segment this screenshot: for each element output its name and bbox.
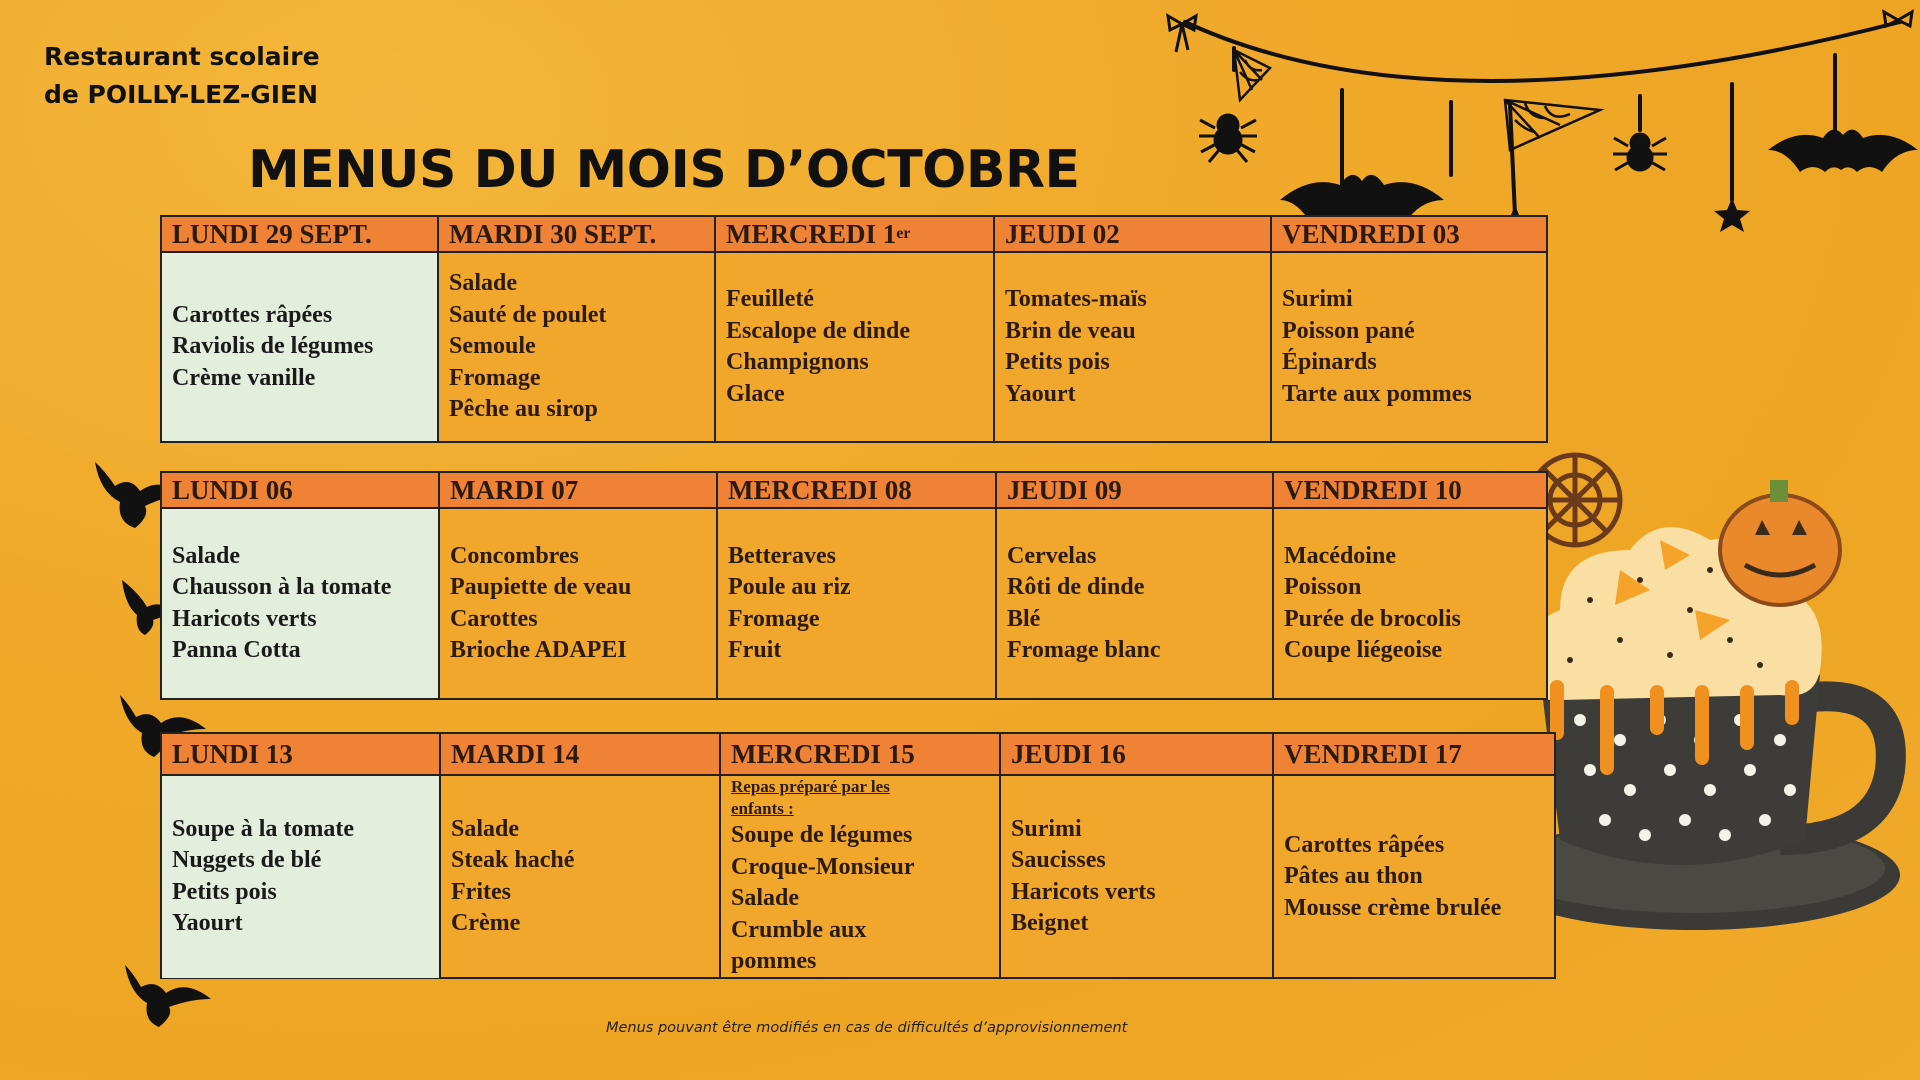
day-header — [440, 473, 718, 509]
menu-item: Pâtes au thon — [1284, 863, 1423, 889]
day-label: LUNDI 13 — [172, 738, 293, 769]
day-menu-cell — [718, 509, 997, 698]
week-table-2 — [160, 471, 1548, 700]
day-label: JEUDI 16 — [1011, 738, 1126, 769]
menu-item: Panna Cotta — [172, 637, 301, 663]
menu-item: Tarte aux pommes — [1282, 380, 1472, 407]
menu-item: Feuilleté — [726, 286, 814, 312]
menu-item: Betteraves — [728, 542, 836, 569]
menu-item: Salade — [731, 885, 800, 911]
menu-item: Surimi — [1011, 815, 1082, 842]
menu-item: Salade — [449, 270, 518, 297]
menu-item: Semoule — [449, 333, 536, 360]
day-label: MARDI 30 SEPT. — [449, 218, 657, 249]
menu-item: Macédoine — [1284, 542, 1396, 569]
day-header — [441, 734, 721, 776]
menu-item: Cervelas — [1007, 542, 1097, 569]
menu-item: Salade — [172, 542, 241, 569]
menu-item: Haricots verts — [172, 605, 317, 632]
menu-item: Sauté de poulet — [449, 301, 607, 328]
menu-item: Fromage blanc — [1007, 637, 1161, 663]
day-menu-cell — [1274, 776, 1554, 978]
menu-item: Crumble aux — [731, 916, 867, 943]
menu-item: Soupe de légumes — [731, 822, 913, 848]
menu-item: Glace — [726, 380, 785, 407]
menu-item: Mousse crème brulée — [1284, 894, 1502, 921]
day-header — [716, 217, 995, 253]
day-header — [1001, 734, 1274, 776]
day-label: LUNDI 29 SEPT. — [172, 218, 372, 249]
menu-item: Tomates-maïs — [1005, 286, 1147, 312]
menu-item: Épinards — [1282, 349, 1377, 375]
menu-item: Carottes râpées — [172, 301, 333, 328]
day-header — [1274, 734, 1554, 776]
menu-item: Fromage — [728, 605, 820, 632]
menu-item: Beignet — [1011, 910, 1089, 937]
day-menu-cell — [997, 509, 1274, 698]
menu-item: Paupiette de veau — [450, 574, 632, 600]
week-table-1 — [160, 215, 1548, 443]
menu-item: Salade — [451, 815, 520, 842]
day-header — [162, 473, 440, 509]
spider-icon — [1199, 115, 1667, 170]
menu-item: Steak haché — [451, 847, 575, 874]
day-menu-cell — [162, 776, 441, 978]
menu-item: Poisson — [1284, 574, 1362, 600]
restaurant-line-1: Restaurant scolaire — [44, 42, 320, 71]
bat-icon — [1280, 130, 1918, 225]
menu-item: Fruit — [728, 637, 782, 663]
day-menu-cell — [721, 776, 1001, 978]
menu-note: Repas préparé par les enfants : — [731, 777, 890, 818]
menu-item: Brioche ADAPEI — [450, 637, 627, 663]
menu-item: Carottes — [450, 605, 538, 632]
day-header — [162, 734, 441, 776]
day-label: MERCREDI 1 — [726, 218, 897, 249]
day-label: VENDREDI 03 — [1282, 218, 1460, 249]
spider-web-icon — [1234, 50, 1600, 150]
day-header — [1274, 473, 1546, 509]
menu-item: Petits pois — [1005, 349, 1110, 375]
day-header — [995, 217, 1272, 253]
page-title: MENUS DU MOIS D’OCTOBRE — [248, 140, 1080, 200]
day-menu-cell — [1272, 253, 1546, 441]
menu-item: Pêche au sirop — [449, 396, 598, 423]
menu-item: Fromage — [449, 364, 541, 391]
day-label: VENDREDI 17 — [1284, 738, 1462, 769]
day-menu-cell — [716, 253, 995, 441]
day-label: VENDREDI 10 — [1284, 474, 1462, 505]
day-label: MARDI 14 — [451, 738, 580, 769]
day-header — [1272, 217, 1546, 253]
day-label: MARDI 07 — [450, 474, 579, 505]
day-menu-cell — [162, 253, 439, 441]
footer-note: Menus pouvant être modifiés en cas de difficultés d’approvisionnement — [606, 1020, 1128, 1036]
menu-item: Champignons — [726, 349, 869, 375]
day-header — [997, 473, 1274, 509]
menu-item: Soupe à la tomate — [172, 815, 354, 842]
menu-item: Concombres — [450, 542, 579, 569]
week-table-3 — [160, 732, 1556, 979]
menu-item: Crème vanille — [172, 364, 316, 391]
day-header — [439, 217, 716, 253]
day-menu-cell — [439, 253, 716, 441]
day-label: JEUDI 09 — [1007, 474, 1122, 505]
menu-item: Chausson à la tomate — [172, 574, 392, 600]
menu-item: Frites — [451, 878, 511, 905]
day-menu-cell — [441, 776, 721, 978]
menu-item: Blé — [1007, 605, 1041, 632]
menu-item: Nuggets de blé — [172, 847, 322, 874]
menu-item: Poisson pané — [1282, 317, 1415, 344]
menu-item: Raviolis de légumes — [172, 333, 374, 360]
menu-item: pommes — [731, 948, 817, 974]
menu-item: Carottes râpées — [1284, 831, 1445, 858]
day-label-superscript: er — [896, 225, 911, 242]
day-header — [162, 217, 439, 253]
day-label: JEUDI 02 — [1005, 218, 1120, 249]
menu-item: Crème — [451, 910, 521, 937]
menu-item: Purée de brocolis — [1284, 605, 1461, 632]
day-header — [718, 473, 997, 509]
menu-item: Brin de veau — [1005, 317, 1136, 344]
menu-item: Croque-Monsieur — [731, 853, 915, 880]
day-menu-cell — [995, 253, 1272, 441]
menu-item: Escalope de dinde — [726, 317, 911, 344]
day-header — [721, 734, 1001, 776]
menu-item: Yaourt — [1005, 380, 1076, 407]
day-menu-cell — [1001, 776, 1274, 978]
menu-item: Yaourt — [172, 910, 243, 937]
menu-item: Coupe liégeoise — [1284, 637, 1442, 663]
restaurant-line-2: de POILLY-LEZ-GIEN — [44, 80, 319, 109]
menu-item: Surimi — [1282, 286, 1353, 312]
pumpkin-cookie-icon — [1720, 480, 1840, 605]
day-label: LUNDI 06 — [172, 474, 293, 505]
day-label: MERCREDI 15 — [731, 738, 915, 769]
day-menu-cell — [1274, 509, 1546, 698]
restaurant-name — [44, 38, 320, 114]
menu-item: Petits pois — [172, 878, 277, 905]
day-menu-cell — [162, 509, 440, 698]
day-label: MERCREDI 08 — [728, 474, 912, 505]
menu-item: Haricots verts — [1011, 878, 1156, 905]
menu-item: Rôti de dinde — [1007, 574, 1145, 600]
menu-item: Saucisses — [1011, 847, 1106, 874]
menu-item: Poule au riz — [728, 574, 851, 600]
day-menu-cell — [440, 509, 718, 698]
